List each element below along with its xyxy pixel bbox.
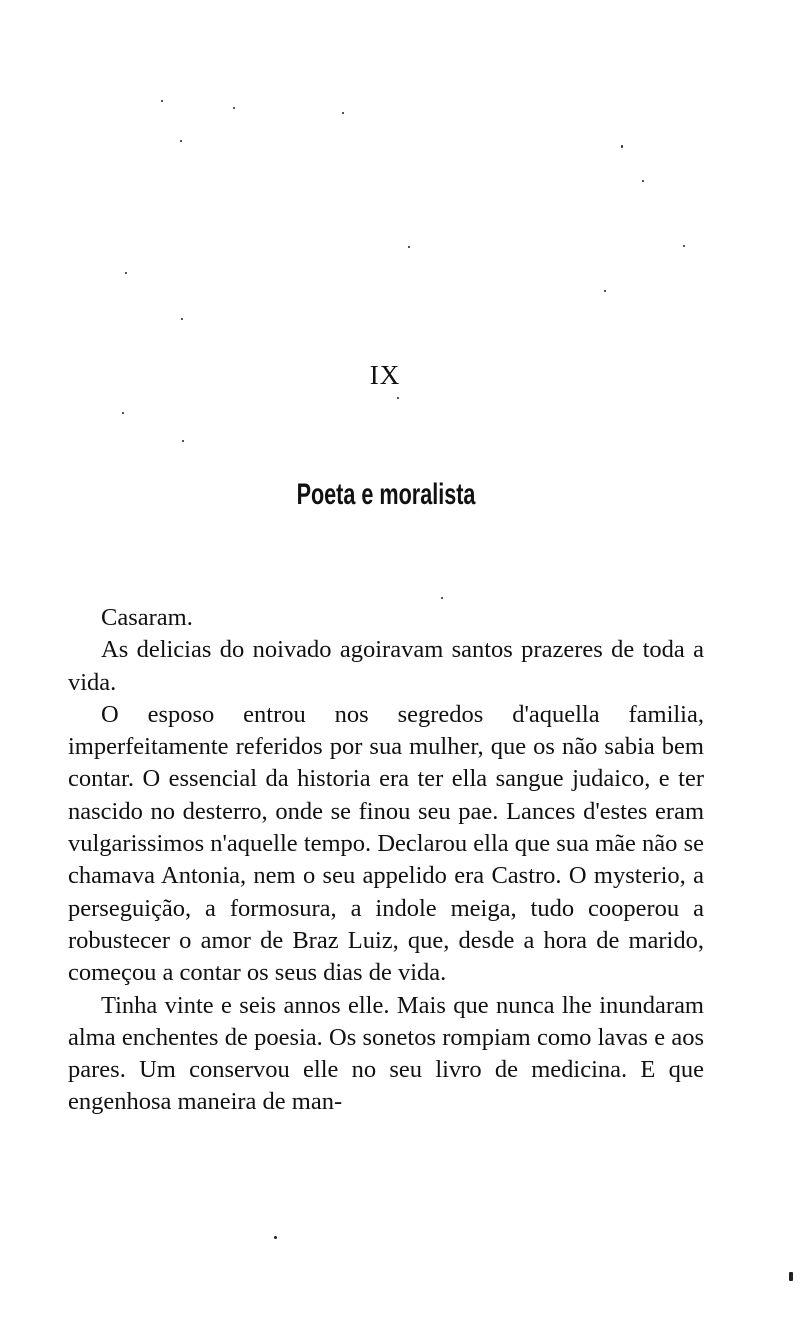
- paragraph: O esposo entrou nos segredos d'aquella familia, imperfeitamente referidos por sua mulher, que os não sabia bem contar. O essencial da historia era ter ella sangue judaico, e ter nascido no desterro, onde se finou seu pae. Lances d'estes eram vulgarissimos n'aquelle tempo. Declarou ella que sua mãe não se chamava Antonia, nem o seu appelido era Castro. O mysterio, a perseguição, a formosura, a indole meiga, tudo cooperou a robustecer o amor de Braz Luiz, que, desde a hora de marido, começou a contar os seus dias de vida.: [68, 700, 704, 987]
- paragraph: Tinha vinte e seis annos elle. Mais que nunca lhe inundaram alma enchentes de poesia. Os sonetos rompiam como lavas e aos pares. Um conservou elle no seu livro de medicina. E que engenhosa maneira de man-: [68, 991, 704, 1116]
- scan-speck: [122, 412, 124, 414]
- scan-speck: [397, 397, 399, 399]
- scan-speck: [180, 140, 182, 142]
- scan-speck: [233, 107, 235, 109]
- scan-speck: [408, 246, 410, 248]
- scan-speck: [621, 145, 623, 148]
- paragraph: As delicias do noivado agoiravam santos prazeres de toda a vida.: [68, 636, 704, 696]
- scan-speck: [441, 597, 443, 599]
- paragraph: Casaram.: [101, 604, 193, 631]
- scan-speck: [125, 272, 127, 274]
- body-text: [68, 602, 704, 1119]
- scan-speck: [181, 318, 183, 320]
- scan-speck: [642, 180, 644, 182]
- scan-speck: [604, 290, 606, 292]
- scan-speck: [342, 112, 344, 114]
- scan-speck: [274, 1236, 277, 1239]
- scan-speck: [683, 245, 685, 247]
- chapter-title: Poeta e moralista: [296, 478, 476, 511]
- chapter-number: IX: [369, 360, 401, 390]
- scan-speck: [182, 440, 184, 442]
- scan-speck: [161, 100, 163, 102]
- scan-speck: [789, 1272, 793, 1281]
